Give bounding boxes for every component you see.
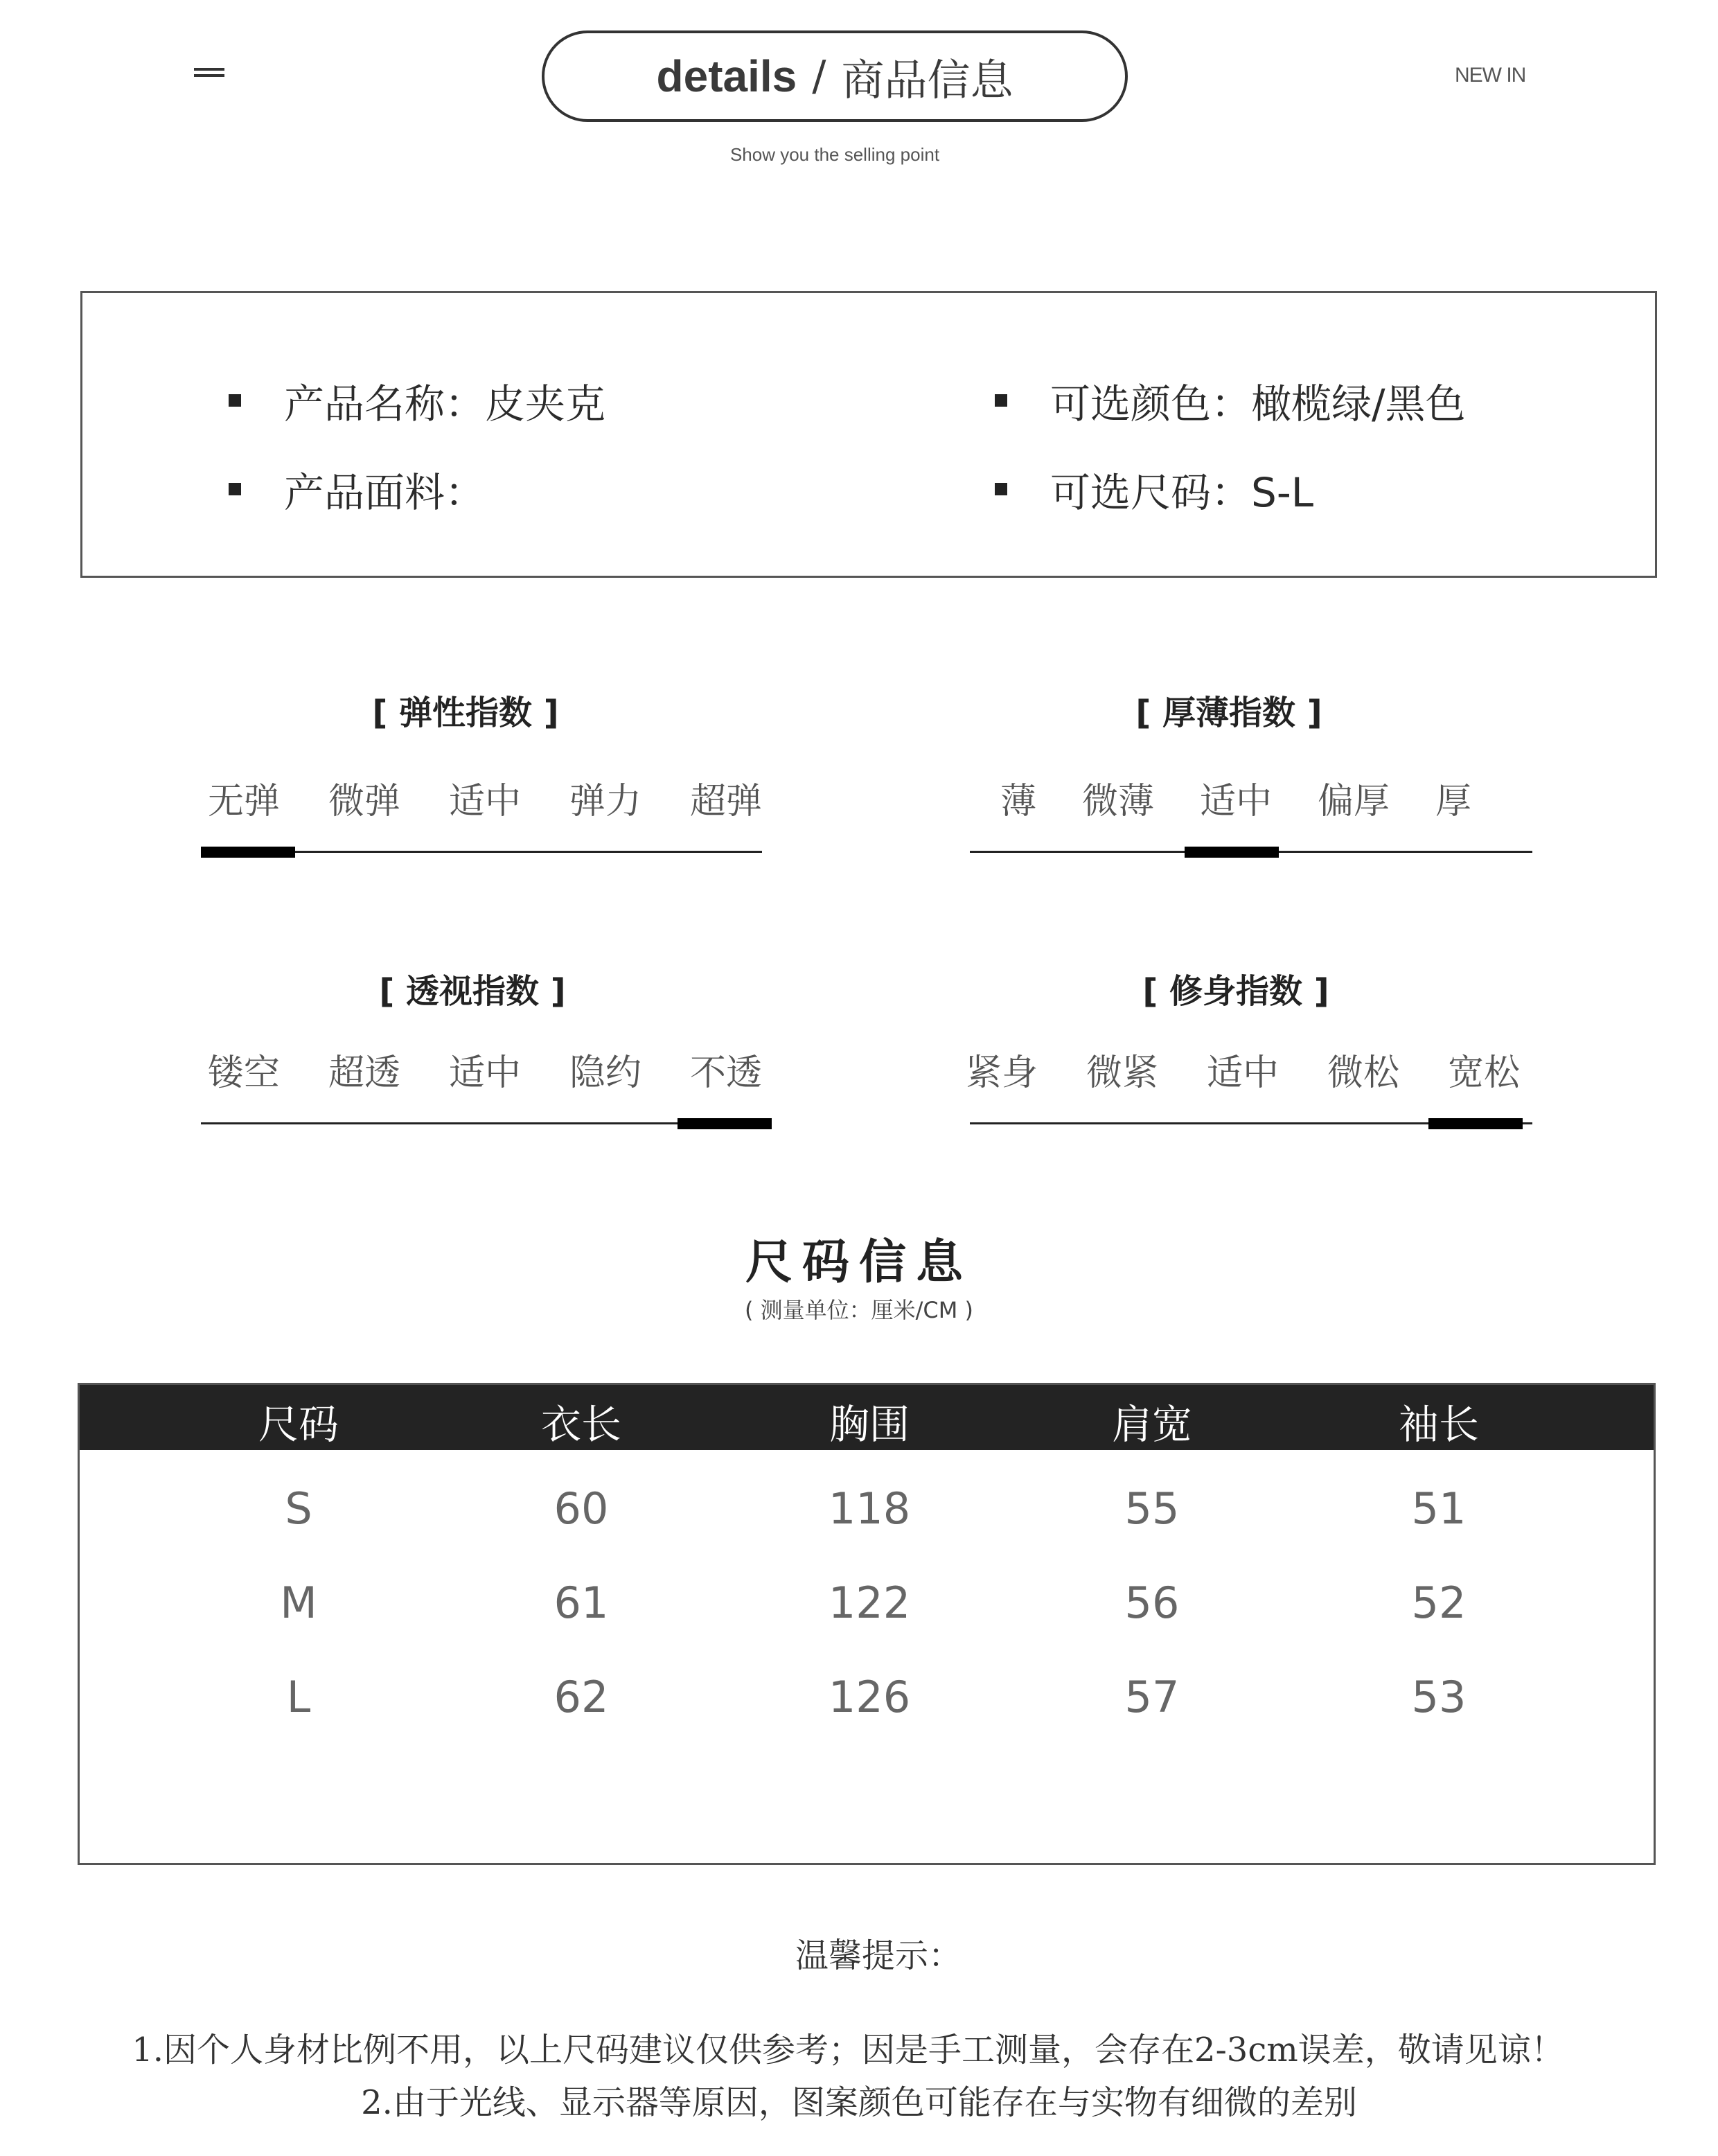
index-option: 微薄 [1081, 781, 1154, 822]
table-cell: M [280, 1578, 317, 1628]
product-name: 产品名称：皮夹克 [284, 380, 606, 427]
index-option: 无弹 [208, 781, 281, 822]
size-info-title: 尺码信息 [745, 1235, 973, 1290]
new-in-label[interactable]: NEW IN [1455, 64, 1526, 87]
index-option: 隐约 [569, 1052, 641, 1094]
table-cell: 126 [828, 1672, 911, 1722]
thickness-index-options [1000, 772, 1471, 824]
product-name-item [229, 371, 605, 430]
product-info-box [80, 291, 1657, 578]
transparency-index-title: [ 透视指数 ] [379, 972, 566, 1011]
index-option: 微紧 [1086, 1052, 1158, 1094]
fit-index-title: [ 修身指数 ] [1142, 972, 1329, 1011]
index-option: 宽松 [1447, 1052, 1520, 1094]
table-cell: 61 [554, 1578, 609, 1628]
index-option: 适中 [1199, 781, 1272, 822]
header-cell: 肩宽 [1111, 1401, 1192, 1448]
index-option: 微松 [1327, 1052, 1399, 1094]
header-cell: 袖长 [1398, 1401, 1479, 1448]
elasticity-index-options [208, 772, 762, 824]
table-cell: 118 [828, 1483, 911, 1534]
index-option: 弹力 [569, 781, 641, 822]
table-cell: 53 [1411, 1672, 1467, 1722]
bullet-icon [995, 394, 1007, 407]
header-cell: 胸围 [829, 1401, 910, 1448]
tip-line-2: 2.由于光线、显示器等原因，图案颜色可能存在与实物有细微的差别 [361, 2083, 1357, 2122]
table-cell: 60 [554, 1483, 609, 1534]
tip-line-1: 1.因个人身材比例不用，以上尺码建议仅供参考；因是手工测量，会存在2-3cm误差，敬请见谅！ [132, 2031, 1564, 2069]
hamburger-menu-icon[interactable] [194, 68, 224, 83]
index-option: 紧身 [966, 1052, 1038, 1094]
table-cell: S [285, 1483, 312, 1534]
index-option: 适中 [1206, 1052, 1279, 1094]
index-option: 不透 [689, 1052, 762, 1094]
tips-title: 温馨提示： [795, 1936, 962, 1975]
index-option: 超弹 [689, 781, 762, 822]
product-colors-item [995, 371, 1466, 430]
product-colors: 可选颜色：橄榄绿/黑色 [1050, 380, 1466, 427]
index-option: 薄 [1000, 781, 1037, 822]
title-cn: 商品信息 [841, 54, 1013, 105]
thickness-index-title: [ 厚薄指数 ] [1135, 693, 1322, 732]
title-separator: / [812, 52, 826, 100]
product-fabric: 产品面料： [284, 469, 486, 516]
table-cell: 51 [1411, 1483, 1467, 1534]
size-table-header [80, 1385, 1654, 1450]
table-cell: 52 [1411, 1578, 1467, 1628]
header-cell: 衣长 [540, 1401, 621, 1448]
index-option: 偏厚 [1317, 781, 1390, 822]
table-cell: L [286, 1672, 311, 1722]
index-option: 镂空 [208, 1052, 281, 1094]
fit-index-options [966, 1043, 1520, 1095]
fit-index-marker [1428, 1118, 1523, 1129]
index-option: 微弹 [328, 781, 400, 822]
bullet-icon [995, 483, 1007, 495]
title-en: details [656, 51, 797, 101]
bullet-icon [229, 394, 241, 407]
index-option: 超透 [328, 1052, 400, 1094]
table-cell: 56 [1124, 1578, 1180, 1628]
elasticity-index-marker [201, 847, 295, 858]
table-cell: 62 [554, 1672, 609, 1722]
index-option: 适中 [448, 781, 521, 822]
transparency-index-marker [678, 1118, 772, 1129]
product-sizes-item [995, 460, 1313, 518]
table-cell: 55 [1124, 1483, 1180, 1534]
index-option: 厚 [1435, 781, 1471, 822]
product-sizes: 可选尺码：S-L [1050, 469, 1314, 516]
header-subtitle: Show you the selling point [729, 144, 940, 165]
header-cell: 尺码 [258, 1401, 339, 1448]
table-cell: 122 [828, 1578, 911, 1628]
elasticity-index-title: [ 弹性指数 ] [372, 693, 559, 732]
product-fabric-item [229, 460, 485, 518]
table-cell: 57 [1124, 1672, 1180, 1722]
thickness-index-marker [1185, 847, 1279, 858]
transparency-index-options [208, 1043, 762, 1095]
section-title-pill [542, 30, 1128, 122]
size-table [78, 1383, 1656, 1865]
index-option: 适中 [448, 1052, 521, 1094]
bullet-icon [229, 483, 241, 495]
size-info-unit: ( 测量单位：厘米/CM ) [744, 1297, 974, 1323]
